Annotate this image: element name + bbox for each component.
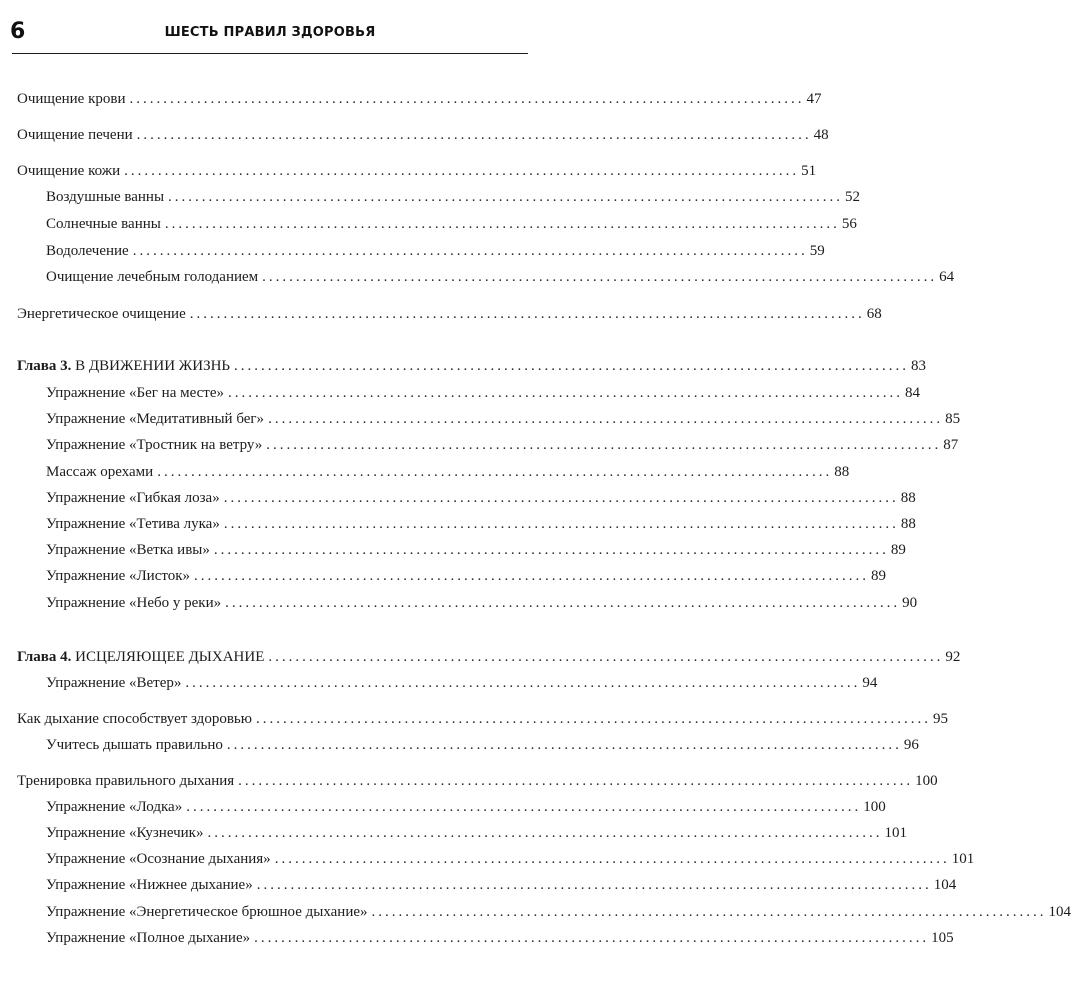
toc-subentry[interactable] bbox=[46, 848, 975, 870]
toc-entry-page: 92 bbox=[945, 649, 961, 665]
toc-subentry[interactable] bbox=[46, 592, 918, 614]
toc-entry-page: 100 bbox=[863, 799, 886, 815]
toc-entry-page: 94 bbox=[862, 675, 878, 691]
toc-entry[interactable] bbox=[17, 770, 938, 792]
toc-subentry[interactable] bbox=[46, 796, 886, 818]
toc-chapter-title bbox=[17, 355, 230, 377]
toc-entry-title: Упражнение «Лодка» bbox=[46, 799, 183, 815]
toc-subentry[interactable] bbox=[46, 901, 1071, 923]
running-title: ШЕСТЬ ПРАВИЛ ЗДОРОВЬЯ bbox=[164, 25, 376, 40]
toc-subentry[interactable] bbox=[46, 186, 861, 208]
toc-entry-title: Учитесь дышать правильно bbox=[46, 737, 223, 753]
dot-leader: .................................................................................................... bbox=[164, 216, 840, 232]
toc-entry-page: 96 bbox=[903, 737, 919, 753]
toc-entry[interactable] bbox=[17, 124, 829, 146]
toc-entry-page: 64 bbox=[939, 269, 955, 285]
toc-entry-page: 105 bbox=[931, 930, 954, 946]
toc-entry-title: Очищение печени bbox=[17, 127, 133, 143]
dot-leader: .................................................................................................... bbox=[371, 904, 1047, 920]
dot-leader: .................................................................................................... bbox=[213, 542, 889, 558]
toc-entry-title: Воздушные ванны bbox=[46, 189, 165, 205]
toc-entry-title: Упражнение «Тростник на ветру» bbox=[46, 437, 263, 453]
toc-chapter-3[interactable] bbox=[17, 355, 927, 377]
toc-entry-title: Упражнение «Полное дыхание» bbox=[46, 930, 251, 946]
dot-leader: .................................................................................................... bbox=[266, 437, 942, 453]
toc-entry-title: Упражнение «Бег на месте» bbox=[46, 385, 225, 401]
toc-entry-title: Тренировка правильного дыхания bbox=[17, 773, 235, 789]
toc-entry-page: 47 bbox=[806, 91, 822, 107]
toc-entry-page: 68 bbox=[866, 306, 882, 322]
toc-entry-page: 104 bbox=[933, 877, 957, 893]
toc-entry-title: Упражнение «Ветка ивы» bbox=[46, 542, 210, 558]
toc-subentry[interactable] bbox=[46, 539, 906, 561]
toc-entry-title: Очищение лечебным голоданием bbox=[46, 269, 259, 285]
toc-entry-title: Упражнение «Кузнечик» bbox=[46, 825, 204, 841]
dot-leader: .................................................................................................... bbox=[262, 269, 938, 285]
toc-entry-title: Упражнение «Листок» bbox=[46, 568, 191, 584]
toc-entry-title: Массаж орехами bbox=[46, 464, 154, 480]
toc-entry-title: Водолечение bbox=[46, 243, 129, 259]
dot-leader: .................................................................................................... bbox=[132, 243, 808, 259]
toc-entry-title: Упражнение «Энергетическое брюшное дыхание» bbox=[46, 904, 368, 920]
toc-entry-page: 85 bbox=[945, 411, 961, 427]
dot-leader: .................................................................................................... bbox=[234, 358, 910, 374]
toc-entry-page: 95 bbox=[932, 711, 948, 727]
toc-entry-page: 101 bbox=[884, 825, 907, 841]
dot-leader: .................................................................................................... bbox=[223, 516, 899, 532]
toc-entry[interactable] bbox=[17, 303, 882, 325]
toc-entry-page: 88 bbox=[900, 490, 916, 506]
toc-chapter-4[interactable] bbox=[17, 646, 961, 668]
dot-leader: .................................................................................................... bbox=[186, 799, 862, 815]
dot-leader: .................................................................................................... bbox=[256, 877, 932, 893]
dot-leader: .................................................................................................... bbox=[124, 163, 800, 179]
dot-leader: .................................................................................................... bbox=[225, 595, 901, 611]
toc-entry-page: 84 bbox=[905, 385, 921, 401]
toc-entry-page: 48 bbox=[813, 127, 829, 143]
toc-entry[interactable] bbox=[17, 708, 948, 730]
toc-subentry[interactable] bbox=[46, 513, 916, 535]
toc-entry-page: 56 bbox=[841, 216, 857, 232]
toc-entry-title: Упражнение «Медитативный бег» bbox=[46, 411, 265, 427]
toc-entry-title: Упражнение «Гибкая лоза» bbox=[46, 490, 220, 506]
dot-leader: .................................................................................................... bbox=[168, 189, 844, 205]
toc-entry-title: Упражнение «Небо у реки» bbox=[46, 595, 222, 611]
toc-entry-title: Энергетическое очищение bbox=[17, 306, 186, 322]
toc-subentry[interactable] bbox=[46, 382, 921, 404]
dot-leader: .................................................................................................... bbox=[255, 711, 931, 727]
dot-leader: .................................................................................................... bbox=[189, 306, 865, 322]
toc-subentry[interactable] bbox=[46, 266, 955, 288]
toc-entry-page: 59 bbox=[809, 243, 825, 259]
toc-entry-page: 100 bbox=[915, 773, 938, 789]
toc-chapter-title bbox=[17, 646, 264, 668]
toc-entry-page: 89 bbox=[871, 568, 887, 584]
dot-leader: .................................................................................................... bbox=[157, 464, 833, 480]
toc-entry-title: Очищение крови bbox=[17, 91, 126, 107]
toc-subentry[interactable] bbox=[46, 565, 887, 587]
toc-entry-page: 88 bbox=[900, 516, 916, 532]
toc-entry-page: 90 bbox=[902, 595, 918, 611]
toc-subentry[interactable] bbox=[46, 822, 907, 844]
toc-entry-title: Как дыхание способствует здоровью bbox=[17, 711, 252, 727]
toc-entry-title: Упражнение «Нижнее дыхание» bbox=[46, 877, 253, 893]
chapter-label: Глава 4. bbox=[17, 649, 72, 665]
dot-leader: .................................................................................................... bbox=[223, 490, 899, 506]
toc-subentry[interactable] bbox=[46, 874, 957, 896]
chapter-name: ИСЦЕЛЯЮЩЕЕ ДЫХАНИЕ bbox=[75, 649, 265, 665]
dot-leader: .................................................................................................... bbox=[268, 649, 944, 665]
toc-subentry[interactable] bbox=[46, 240, 825, 262]
toc-entry-page: 88 bbox=[834, 464, 850, 480]
toc-subentry[interactable] bbox=[46, 927, 954, 949]
dot-leader: .................................................................................................... bbox=[185, 675, 861, 691]
page-number: 6 bbox=[10, 19, 26, 44]
toc-subentry[interactable] bbox=[46, 408, 961, 430]
toc-entry-page: 52 bbox=[845, 189, 861, 205]
toc-entry-title: Упражнение «Осознание дыхания» bbox=[46, 851, 271, 867]
toc-entry-title: Упражнение «Тетива лука» bbox=[46, 516, 220, 532]
toc-subentry[interactable] bbox=[46, 461, 850, 483]
dot-leader: .................................................................................................... bbox=[254, 930, 930, 946]
chapter-label: Глава 3. bbox=[17, 358, 72, 374]
toc-subentry[interactable] bbox=[46, 434, 959, 456]
toc-entry-title: Упражнение «Ветер» bbox=[46, 675, 182, 691]
toc-entry-page: 87 bbox=[943, 437, 959, 453]
chapter-name: В ДВИЖЕНИИ ЖИЗНЬ bbox=[75, 358, 231, 374]
dot-leader: .................................................................................................... bbox=[228, 385, 904, 401]
toc-subentry[interactable] bbox=[46, 672, 878, 694]
dot-leader: .................................................................................................... bbox=[136, 127, 812, 143]
toc-entry-page: 83 bbox=[911, 358, 927, 374]
dot-leader: .................................................................................................... bbox=[194, 568, 870, 584]
toc-subentry[interactable] bbox=[46, 213, 857, 235]
dot-leader: .................................................................................................... bbox=[129, 91, 805, 107]
toc-entry-page: 104 bbox=[1048, 904, 1071, 920]
dot-leader: .................................................................................................... bbox=[238, 773, 914, 789]
toc-entry[interactable] bbox=[17, 160, 817, 182]
toc-entry-title: Очищение кожи bbox=[17, 163, 121, 179]
dot-leader: .................................................................................................... bbox=[226, 737, 902, 753]
toc-entry-page: 51 bbox=[801, 163, 817, 179]
toc-subentry[interactable] bbox=[46, 487, 916, 509]
toc-entry-page: 101 bbox=[951, 851, 975, 867]
toc-entry-title: Солнечные ванны bbox=[46, 216, 161, 232]
toc-subentry[interactable] bbox=[46, 734, 919, 756]
dot-leader: .................................................................................................... bbox=[207, 825, 883, 841]
toc-entry[interactable] bbox=[17, 88, 822, 110]
toc-entry-page: 89 bbox=[890, 542, 906, 558]
dot-leader: .................................................................................................... bbox=[274, 851, 950, 867]
dot-leader: .................................................................................................... bbox=[268, 411, 944, 427]
